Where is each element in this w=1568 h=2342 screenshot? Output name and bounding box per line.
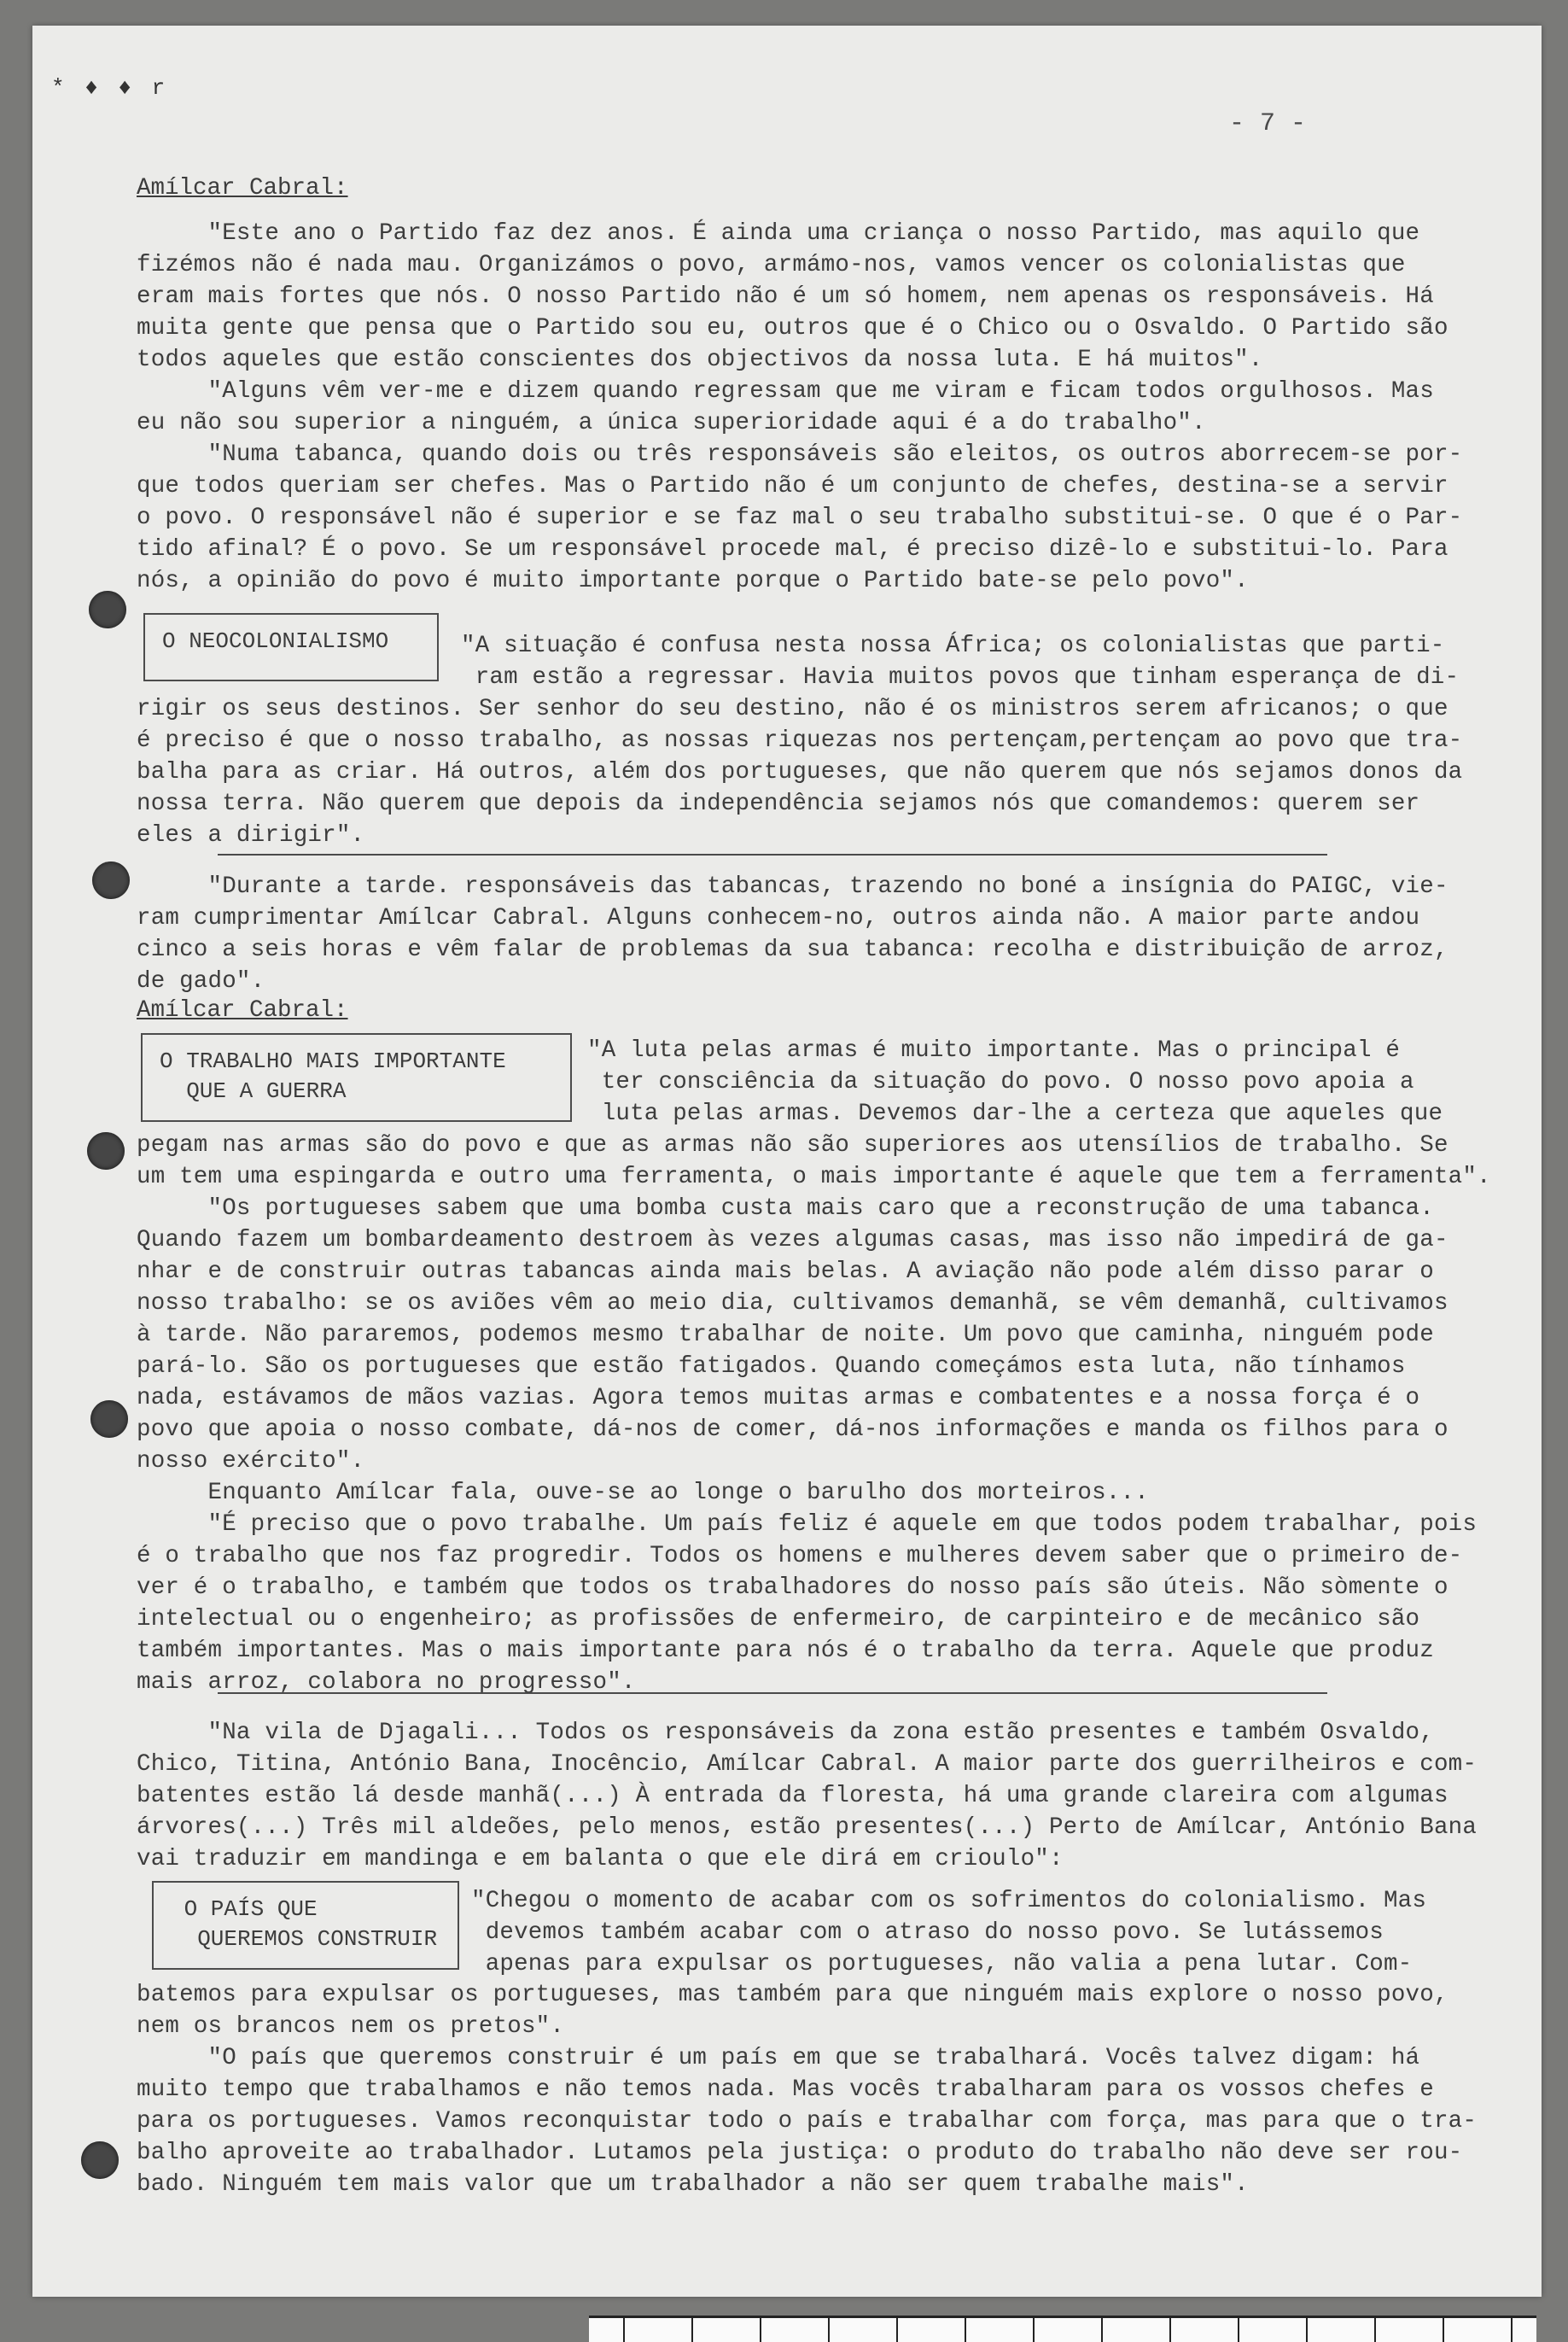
section-heading: Amílcar Cabral:	[137, 997, 348, 1024]
text-line: rigir os seus destinos. Ser senhor do seu destino, não é os ministros serem africanos; o que	[137, 696, 1449, 722]
text-line: "Alguns vêm ver-me e dizem quando regressam que me viram e ficam todos orgulhosos. Mas	[137, 378, 1434, 405]
text-line: muita gente que pensa que o Partido sou eu, outros que é o Chico ou o Osvaldo. O Partido são	[137, 315, 1449, 342]
boxed-heading: O TRABALHO MAIS IMPORTANTE QUE A GUERRA	[141, 1033, 572, 1122]
text-line: o povo. O responsável não é superior e se faz mal o seu trabalho substitui-se. O que é o Par-	[137, 505, 1463, 531]
punch-hole	[87, 1132, 125, 1170]
paragraph-block	[471, 1885, 1427, 1980]
boxed-heading: O PAÍS QUE QUEREMOS CONSTRUIR	[152, 1881, 459, 1970]
text-line: vai traduzir em mandinga e em balanta o que ele dirá em crioulo":	[137, 1846, 1064, 1872]
separator-rule	[218, 1692, 1327, 1694]
text-line: devemos também acabar com o atraso do nosso povo. Se lutássemos	[471, 1919, 1384, 1946]
text-line: ram estão a regressar. Havia muitos povos que tinham esperança de di-	[461, 664, 1460, 691]
text-line: mais arroz, colabora no progresso".	[137, 1669, 636, 1696]
text-line: para os portugueses. Vamos reconquistar todo o país e trabalhar com força, mas para que o tra-	[137, 2108, 1478, 2135]
text-line: "O país que queremos construir é um país em que se trabalhará. Vocês talvez digam: há	[137, 2045, 1420, 2071]
text-line: é preciso é que o nosso trabalho, as nossas riquezas nos pertençam,pertençam ao povo que tra-	[137, 727, 1463, 754]
paragraph-block	[587, 1035, 1443, 1130]
text-line: árvores(...) Três mil aldeões, pelo menos, estão presentes(...) Perto de Amílcar, António Bana	[137, 1814, 1478, 1841]
paragraph-block	[137, 1130, 1491, 1698]
text-line: à tarde. Não pararemos, podemos mesmo trabalhar de noite. Um povo que caminha, ninguém pode	[137, 1322, 1434, 1348]
text-line: todos aqueles que estão conscientes dos objectivos da nossa luta. E há muitos".	[137, 347, 1263, 373]
text-line: ter consciência da situação do povo. O nosso povo apoia a	[587, 1069, 1414, 1095]
text-line: intelectual ou o engenheiro; as profissões de enfermeiro, de carpinteiro e de mecânico são	[137, 1606, 1420, 1632]
text-line: nhar e de construir outras tabancas ainda mais belas. A aviação não pode além disso parar o	[137, 1259, 1434, 1285]
text-line: que todos queriam ser chefes. Mas o Partido não é um conjunto de chefes, destina-se a servir	[137, 473, 1449, 499]
text-line: pará-lo. São os portugueses que estão fatigados. Quando começámos esta luta, não tínhamos	[137, 1353, 1406, 1380]
measurement-scale	[589, 2316, 1536, 2342]
paragraph-block	[137, 693, 1463, 851]
text-line: balha para as criar. Há outros, além dos portugueses, que não querem que nós sejamos donos da	[137, 759, 1463, 786]
text-line: "A situação é confusa nesta nossa África; os colonialistas que parti-	[461, 633, 1445, 659]
text-line: batemos para expulsar os portugueses, mas também para que ninguém mais explore o nosso povo,	[137, 1982, 1449, 2008]
text-line: também importantes. Mas o mais importante para nós é o trabalho da terra. Aquele que produz	[137, 1638, 1434, 1664]
paragraph-block	[137, 1717, 1478, 1875]
text-line: "A luta pelas armas é muito importante. Mas o principal é	[587, 1037, 1401, 1064]
text-line: Chico, Titina, António Bana, Inocêncio, Amílcar Cabral. A maior parte dos guerrilheiros e com-	[137, 1751, 1478, 1778]
text-line: eu não sou superior a ninguém, a única superioridade aqui é a do trabalho".	[137, 410, 1206, 436]
punch-hole	[90, 1400, 128, 1438]
page-number: - 7 -	[1229, 109, 1307, 138]
text-line: ver é o trabalho, e também que todos os trabalhadores do nosso país são úteis. Não sòmente o	[137, 1574, 1449, 1601]
text-line: nem os brancos nem os pretos".	[137, 2013, 565, 2040]
text-line: fizémos não é nada mau. Organizámos o povo, armámo-nos, vamos vencer os colonialistas que	[137, 252, 1406, 278]
text-line: ram cumprimentar Amílcar Cabral. Alguns conhecem-no, outros ainda não. A maior parte andou	[137, 905, 1420, 932]
paragraph-block	[461, 630, 1460, 693]
text-line: apenas para expulsar os portugueses, não valia a pena lutar. Com-	[471, 1951, 1413, 1977]
text-line: eram mais fortes que nós. O nosso Partido não é um só homem, nem apenas os responsáveis. Há	[137, 283, 1434, 310]
text-line: "Numa tabanca, quando dois ou três responsáveis são eleitos, os outros aborrecem-se por-	[137, 441, 1463, 468]
text-line: pegam nas armas são do povo e que as armas não são superiores aos utensílios de trabalho. Se	[137, 1132, 1449, 1159]
text-line: "Os portugueses sabem que uma bomba custa mais caro que a reconstrução de uma tabanca.	[137, 1195, 1434, 1222]
paragraph-block	[137, 1979, 1478, 2200]
punch-hole	[89, 591, 126, 628]
text-line: eles a dirigir".	[137, 822, 365, 849]
text-line: nada, estávamos de mãos vazias. Agora temos muitas armas e combatentes e a nossa força é o	[137, 1385, 1420, 1411]
text-line: povo que apoia o nosso combate, dá-nos de comer, dá-nos informações e manda os filhos para o	[137, 1416, 1449, 1443]
text-line: balho aproveite ao trabalhador. Lutamos pela justiça: o produto do trabalho não deve ser rou-	[137, 2140, 1463, 2166]
text-line: luta pelas armas. Devemos dar-lhe a certeza que aqueles que	[587, 1101, 1443, 1127]
text-line: bado. Ninguém tem mais valor que um trabalhador a não ser quem trabalhe mais".	[137, 2171, 1249, 2198]
boxed-heading: O NEOCOLONIALISMO	[143, 613, 439, 681]
text-line: nós, a opinião do povo é muito importante porque o Partido bate-se pelo povo".	[137, 568, 1249, 594]
text-line: "Chegou o momento de acabar com os sofrimentos do colonialismo. Mas	[471, 1888, 1427, 1914]
separator-rule	[218, 854, 1327, 856]
punch-hole	[81, 2141, 119, 2179]
text-line: um tem uma espingarda e outro uma ferramenta, o mais importante é aquele que tem a ferramenta".	[137, 1164, 1491, 1190]
text-line: nosso exército".	[137, 1448, 365, 1475]
text-line: "É preciso que o povo trabalhe. Um país feliz é aquele em que todos podem trabalhar, pois	[137, 1511, 1478, 1538]
text-line: Enquanto Amílcar fala, ouve-se ao longe o barulho dos morteiros...	[137, 1480, 1149, 1506]
text-line: muito tempo que trabalhamos e não temos nada. Mas vocês trabalharam para os vossos chefes e	[137, 2076, 1434, 2103]
text-line: "Na vila de Djagali... Todos os responsáveis da zona estão presentes e também Osvaldo,	[137, 1720, 1434, 1746]
punch-hole	[92, 861, 130, 899]
corner-marks: * ♦ ♦ r	[51, 75, 169, 101]
text-line: nossa terra. Não querem que depois da independência sejamos nós que comandemos: querem ser	[137, 791, 1420, 817]
text-line: "Este ano o Partido faz dez anos. É ainda uma criança o nosso Partido, mas aquilo que	[137, 220, 1420, 247]
text-line: cinco a seis horas e vêm falar de problemas da sua tabanca: recolha e distribuição de arroz,	[137, 937, 1449, 963]
text-line: "Durante a tarde. responsáveis das tabancas, trazendo no boné a insígnia do PAIGC, vie-	[137, 873, 1449, 900]
text-line: batentes estão lá desde manhã(...) À entrada da floresta, há uma grande clareira com algumas	[137, 1783, 1449, 1809]
text-line: é o trabalho que nos faz progredir. Todos os homens e mulheres devem saber que o primeiro de-	[137, 1543, 1463, 1569]
text-line: tido afinal? É o povo. Se um responsável procede mal, é preciso dizê-lo e substitui-lo. Para	[137, 536, 1449, 563]
text-line: Quando fazem um bombardeamento destroem às vezes algumas casas, mas isso não impedirá de ga-	[137, 1227, 1449, 1253]
paragraph-block	[137, 871, 1449, 997]
section-heading: Amílcar Cabral:	[137, 175, 348, 201]
paragraph-block	[137, 218, 1463, 597]
text-line: nosso trabalho: se os aviões vêm ao meio dia, cultivamos demanhã, se vêm demanhã, cultivamos	[137, 1290, 1449, 1317]
text-line: de gado".	[137, 968, 265, 995]
